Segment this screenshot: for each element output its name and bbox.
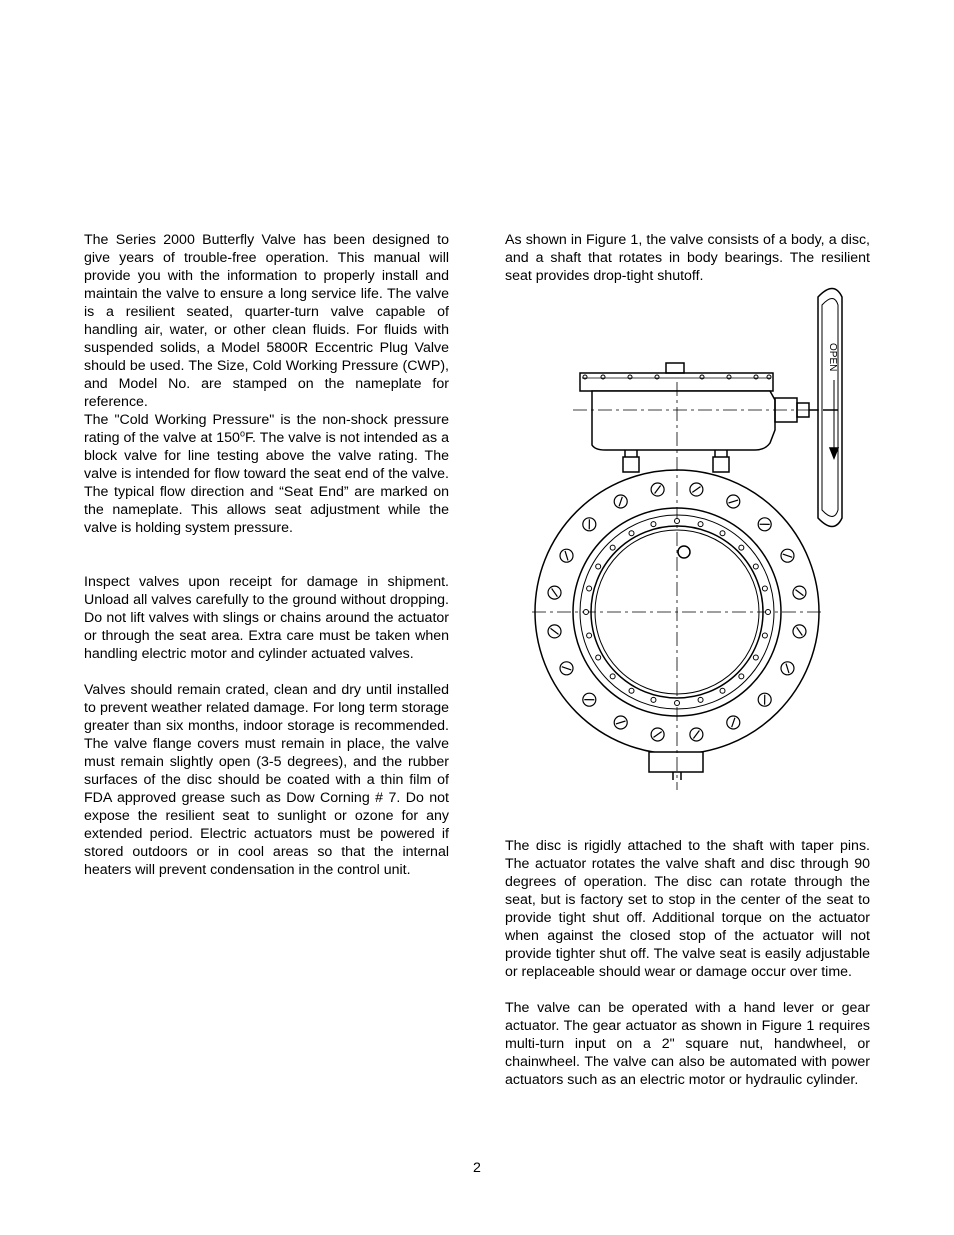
seat-retainer-screw [584,610,589,615]
flange-bolt-hole [758,518,771,531]
flange-bolt-hole [614,495,627,508]
cwp-paragraph [84,411,449,537]
flange-bolt-hole [690,483,703,496]
seat-retainer-screw [762,633,767,638]
seat-retainer-screw [675,519,680,524]
seat-retainer-screw [629,531,634,536]
seat-retainer-screw [629,688,634,693]
seat-retainer-screw [766,610,771,615]
flange-bolt-hole [548,625,561,638]
seat-retainer-screw [651,697,656,702]
disc-paragraph: The disc is rigidly attached to the shaft with taper pins. The actuator rotates the valve shaft and disc through 90 degrees of operation. The disc can rotate through the seat, but is factory set to stop in the center of the seat to provide tight shut off. Additional torque on the actuator when against the closed stop of the actuator will not provide tighter shut off. The valve seat is easily adjustable or replaceable should wear or damage occur over time. [505,838,870,980]
mounting-stud-left [623,457,639,472]
seat-retainer-screw [739,674,744,679]
flange-bolt-hole [727,716,740,729]
actuator-cover [580,373,773,391]
operation-paragraph: The valve can be operated with a hand lever or gear actuator. The gear actuator as shown in Figure 1 requires multi-turn input on a 2" square nut, handwheel, or chainwheel. The valve can also be automated with power actuators such as an electric motor or hydraulic cylinder. [505,1000,870,1088]
seat-retainer-screw [587,586,592,591]
flange-bolt-hole [781,549,794,562]
flange-bolt-hole [793,586,806,599]
seat-retainer-screw [675,701,680,706]
seat-retainer-screw [720,531,725,536]
flange-bolt-hole [651,483,664,496]
description-paragraph: As shown in Figure 1, the valve consists of a body, a disc, and a shaft that rotates in body bearings. The resilient seat provides drop-tight shutoff. [505,232,870,284]
seat-retainer-screw [698,697,703,702]
butterfly-valve-figure [525,285,855,790]
flange-bolt-hole [758,693,771,706]
flange-bolt-hole [793,625,806,638]
flange-bolt-hole [690,728,703,741]
mounting-stud-right [713,457,729,472]
page-number: 2 [473,1160,481,1176]
receiving-paragraph: Inspect valves upon receipt for damage in shipment. Unload all valves carefully to the ground without dropping. Do not lift valves with slings or chains around the actuator or through the seat area. Extra care must be taken when handling electric motor and cylinder actuated valves. [84,574,449,662]
right-column-bottom [505,837,870,1089]
seat-retainer-screw [720,688,725,693]
flange-bolt-hole [781,662,794,675]
flange-bolt-hole [560,549,573,562]
flange-bolt-hole [560,662,573,675]
flange-bolt-hole [548,586,561,599]
bottom-trunnion [649,752,703,772]
seat-retainer-screw [753,655,758,660]
seat-retainer-screw [587,633,592,638]
seat-retainer-screw [610,674,615,679]
flange-bolt-hole [651,728,664,741]
intro-paragraph: The Series 2000 Butterfly Valve has been designed to give years of trouble-free operation. This manual will provide you with the information to properly install and maintain the valve to ensure a long service life. The valve is a resilient seated, quarter-turn valve capable of handling air, water, or other clean fluids. For fluids with suspended solids, a Model 5800R Eccentric Plug Valve should be used. The Size, Cold Working Pressure (CWP), and Model No. are stamped on the nameplate for reference. [84,232,449,410]
seat-retainer-screw [753,564,758,569]
seat-retainer-screw [762,586,767,591]
seat-retainer-screw [610,545,615,550]
flange-bolt-hole [583,518,596,531]
seat-retainer-screw [739,545,744,550]
flange-bolt-hole [727,495,740,508]
seat-retainer-screw [698,522,703,527]
degree-symbol: o [239,428,245,439]
cwp-text-before: The "Cold Working Pressure" is the non-shock pressure rating of the valve at 150 [84,412,449,446]
actuator-body [592,391,775,450]
open-label: OPEN [827,343,838,372]
flange-bolt-hole [583,693,596,706]
cwp-text-after: F. The valve is not intended as a block valve for line testing above the valve rating. The valve is intended for flow toward the seat end of the valve. The typical flow direction and “Seat End” are marked on the nameplate. This allows seat adjustment while the valve is holding system pressure. [84,430,449,536]
actuator-top-knob [666,363,684,373]
seat-retainer-screw [651,522,656,527]
seat-retainer-screw [596,564,601,569]
right-column-top [505,231,870,285]
storage-paragraph: Valves should remain crated, clean and dry until installed to prevent weather related damage. For long term storage greater than six months, indoor storage is recommended. The valve flange covers must remain in place, the valve must remain slightly open (3-5 degrees), and the rubber surfaces of the disc should be coated with a thin film of FDA approved grease such as Dow Corning # 7. Do not expose the resilient seat to sunlight or ozone for any extended period. Electric actuators must be powered if stored outdoors or in cool areas so that the internal heaters will prevent condensation in the control unit. [84,682,449,878]
seat-retainer-screw [596,655,601,660]
flange-bolt-hole [614,716,627,729]
left-column [84,231,449,879]
